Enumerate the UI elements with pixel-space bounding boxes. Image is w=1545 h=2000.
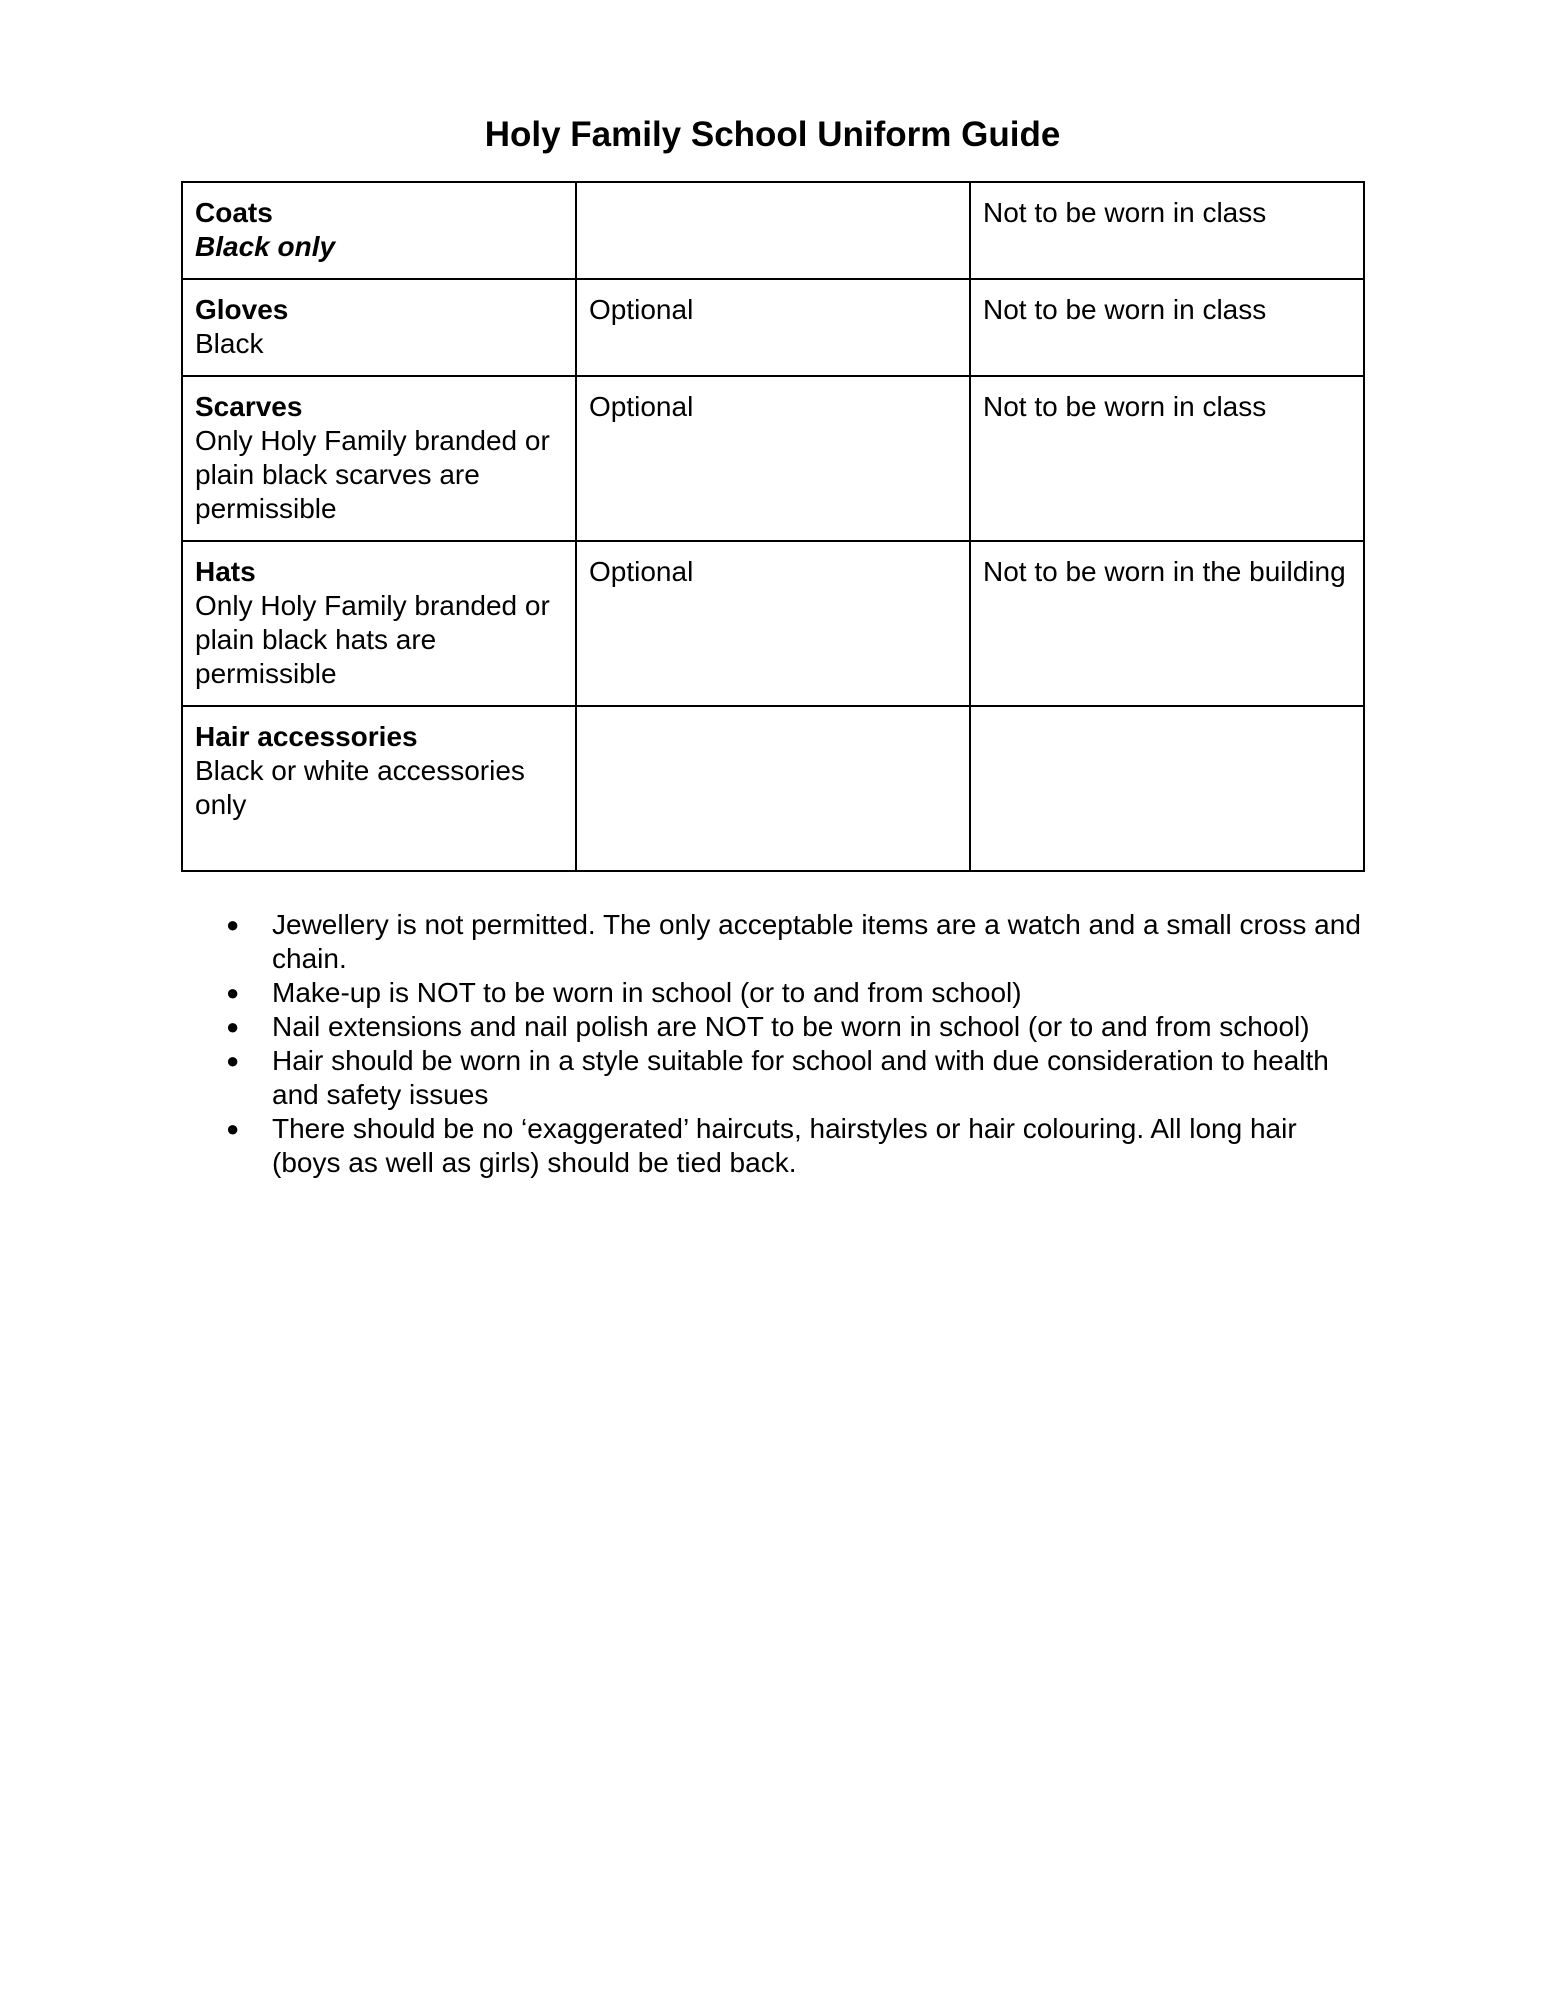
item-cell <box>182 182 576 279</box>
uniform-table <box>181 181 1365 872</box>
rule-cell: Not to be worn in the building <box>970 541 1364 706</box>
bullet-icon: ● <box>226 1116 240 1141</box>
table-row <box>182 376 1364 541</box>
item-cell <box>182 706 576 871</box>
requirement-cell: Optional <box>576 279 970 376</box>
item-description: Only Holy Family branded or plain black scarves are permissible <box>195 425 550 524</box>
rule-text: Hair should be worn in a style suitable for school and with due consideration to health and safety issues <box>272 1045 1329 1110</box>
item-cell <box>182 279 576 376</box>
bullet-icon: ● <box>226 980 240 1005</box>
item-name: Scarves <box>195 391 303 422</box>
rule-cell <box>970 706 1364 871</box>
item-name: Gloves <box>195 294 289 325</box>
rule-text: There should be no ‘exaggerated’ haircuts, hairstyles or hair colouring. All long hair (boys as well as girls) should be tied back. <box>272 1113 1297 1178</box>
item-cell <box>182 541 576 706</box>
item-description: Black <box>195 328 264 359</box>
requirement-cell <box>576 706 970 871</box>
bullet-icon: ● <box>226 1048 240 1073</box>
list-item <box>226 1112 1366 1180</box>
rule-cell: Not to be worn in class <box>970 279 1364 376</box>
rule-cell: Not to be worn in class <box>970 376 1364 541</box>
requirement-cell: Optional <box>576 376 970 541</box>
list-item <box>226 1010 1366 1044</box>
item-description: Black only <box>195 231 336 262</box>
item-name: Hair accessories <box>195 721 418 752</box>
page-title: Holy Family School Uniform Guide <box>484 115 1061 155</box>
rules-list <box>226 908 1366 1180</box>
item-cell <box>182 376 576 541</box>
list-item <box>226 976 1366 1010</box>
table-row <box>182 541 1364 706</box>
bullet-icon: ● <box>226 1014 240 1039</box>
requirement-cell: Optional <box>576 541 970 706</box>
rule-text: Jewellery is not permitted. The only acceptable items are a watch and a small cross and chain. <box>272 909 1361 974</box>
bullet-icon: ● <box>226 912 240 937</box>
table-row <box>182 706 1364 871</box>
table-row <box>182 279 1364 376</box>
item-description: Only Holy Family branded or plain black hats are permissible <box>195 590 550 689</box>
item-name: Coats <box>195 197 273 228</box>
item-description: Black or white accessories only <box>195 755 525 820</box>
list-item <box>226 908 1366 976</box>
rule-text: Nail extensions and nail polish are NOT to be worn in school (or to and from school) <box>272 1011 1310 1042</box>
rule-text: Make-up is NOT to be worn in school (or to and from school) <box>272 977 1022 1008</box>
table-row <box>182 182 1364 279</box>
list-item <box>226 1044 1366 1112</box>
rule-cell: Not to be worn in class <box>970 182 1364 279</box>
item-name: Hats <box>195 556 256 587</box>
requirement-cell <box>576 182 970 279</box>
